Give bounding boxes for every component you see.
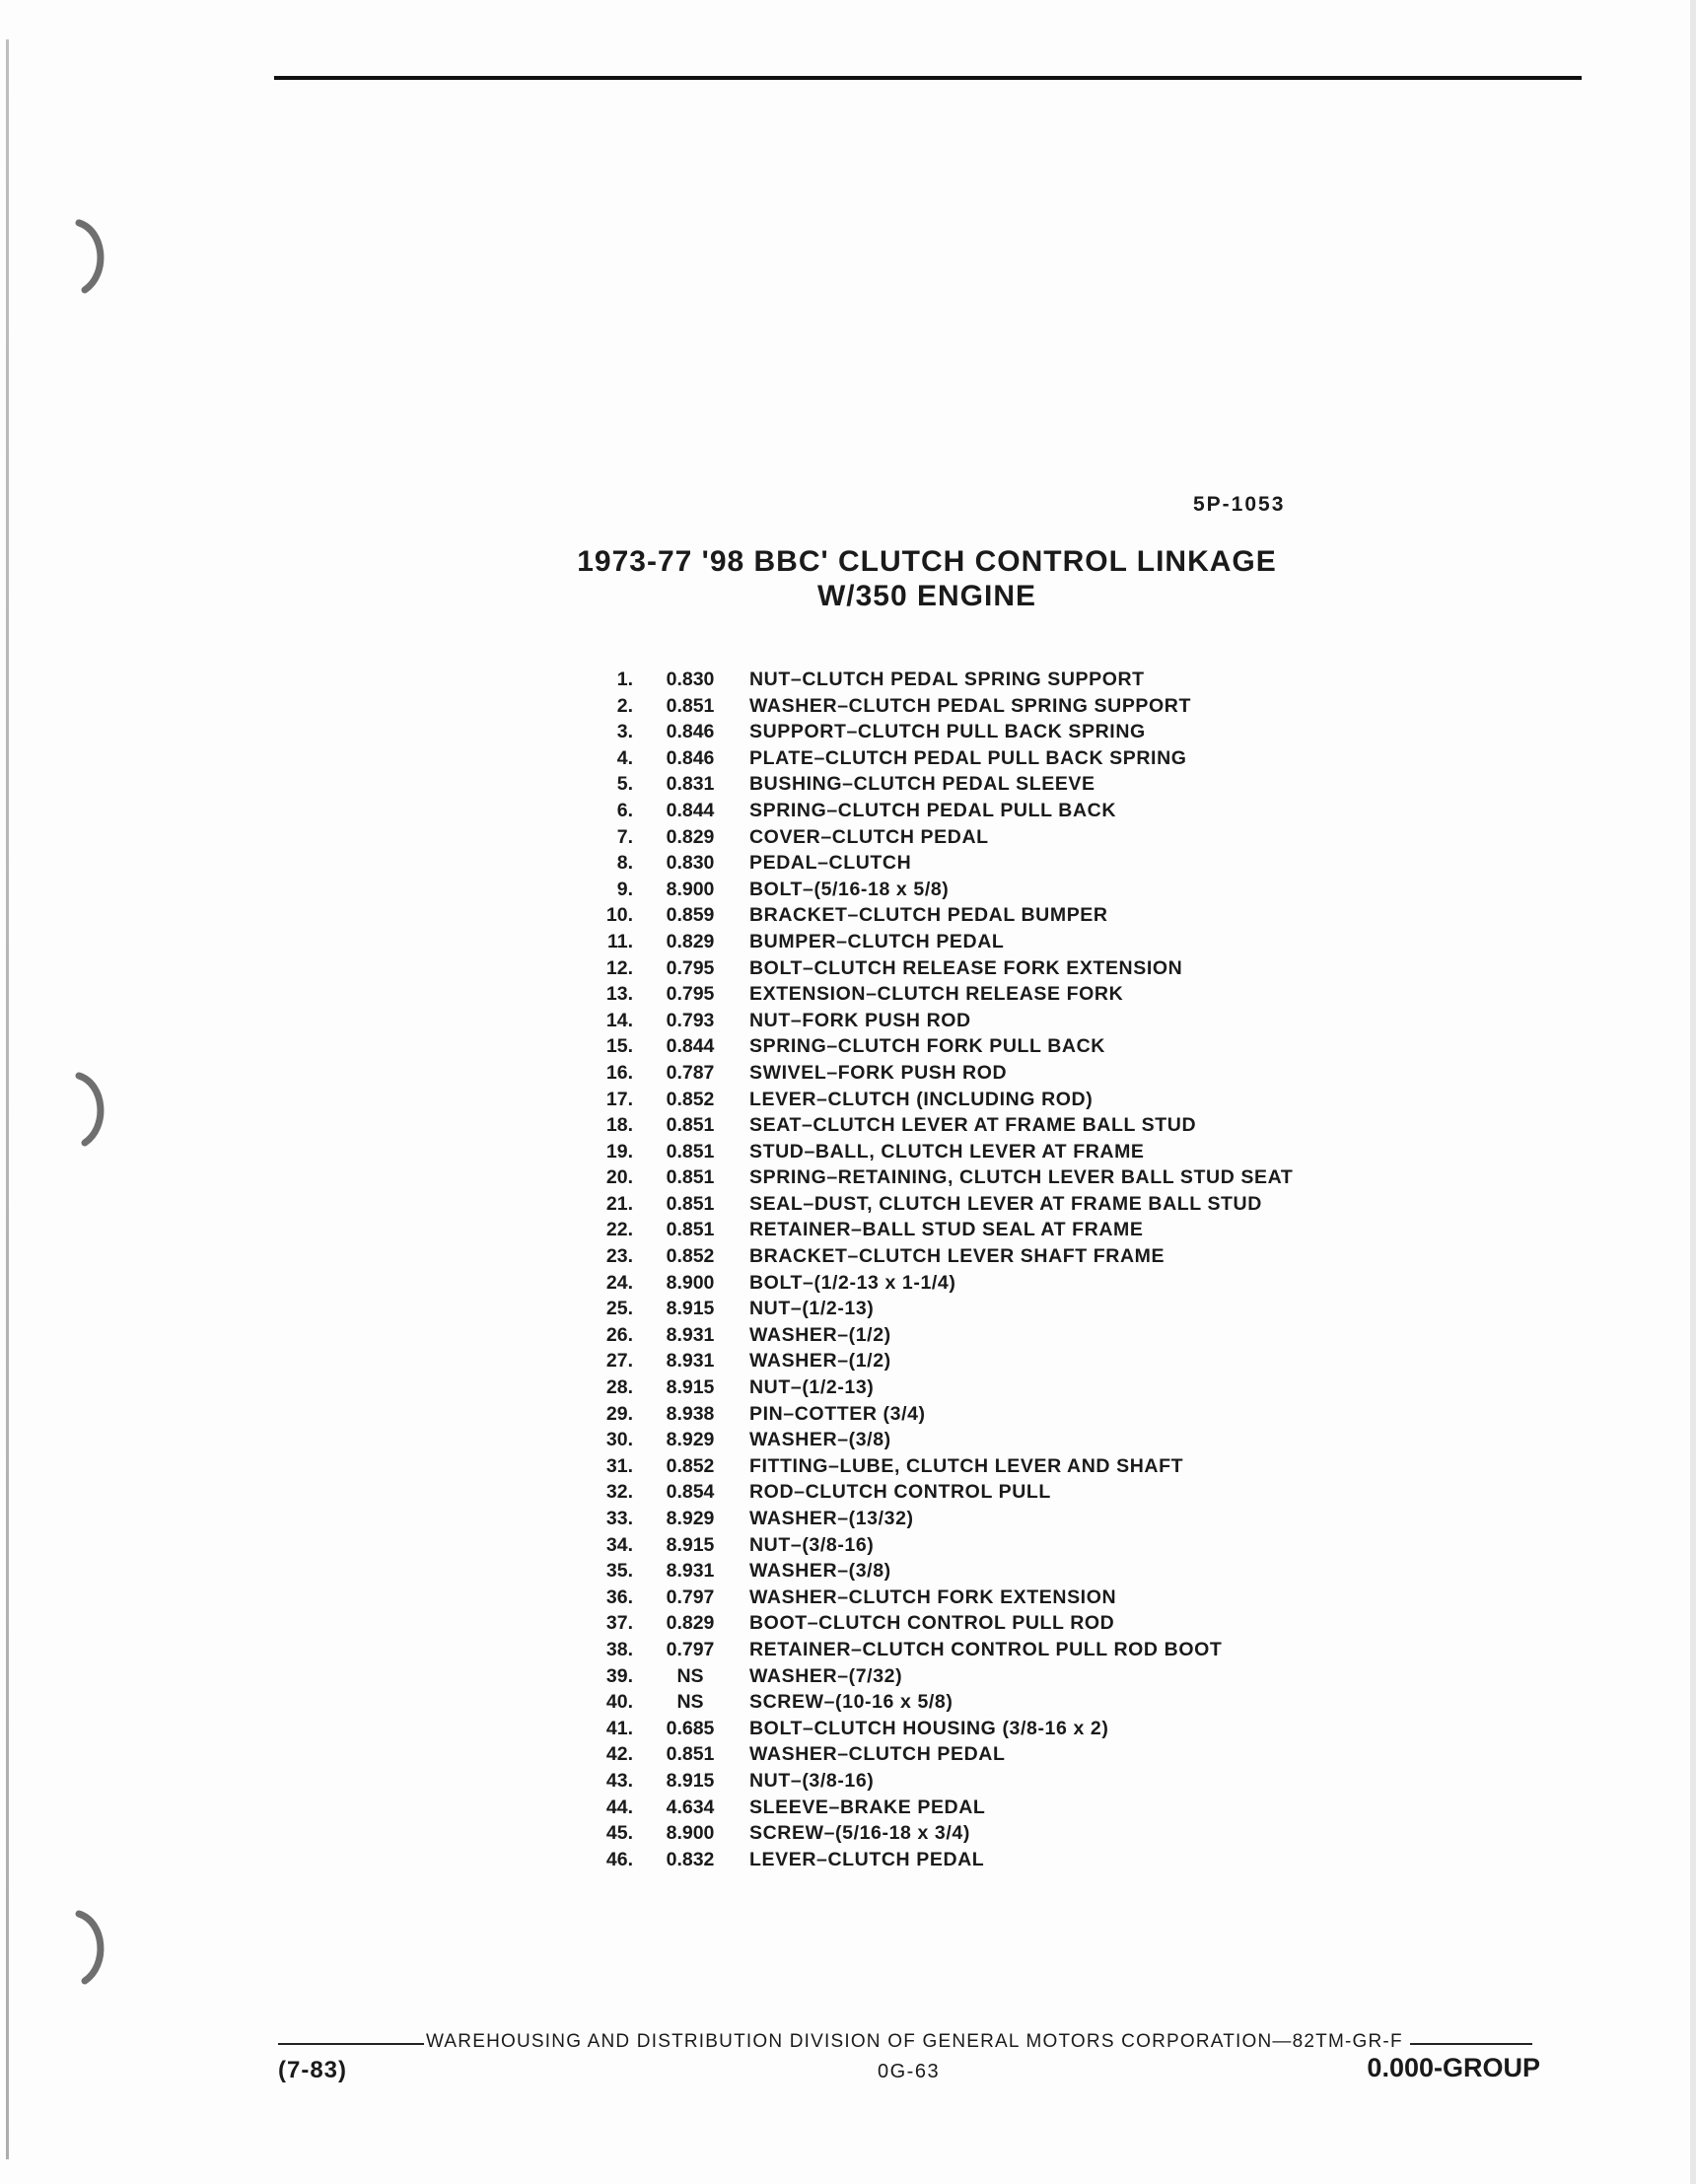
list-item (592, 824, 1341, 851)
part-number: 20. (605, 1166, 633, 1189)
footer-rule-left (278, 2043, 424, 2045)
part-description: NUT–(3/8-16) (749, 1533, 875, 1556)
list-item (592, 1453, 1341, 1480)
list-item (592, 1139, 1341, 1165)
binder-hole-icon (57, 1070, 116, 1149)
part-number: 7. (616, 825, 633, 848)
part-description: BRACKET–CLUTCH LEVER SHAFT FRAME (749, 1245, 1166, 1268)
part-description: PLATE–CLUTCH PEDAL PULL BACK SPRING (749, 746, 1187, 769)
list-item (592, 798, 1341, 824)
page-edge-right (1690, 0, 1696, 2184)
list-item (592, 771, 1341, 798)
title-line-1: 1973-77 '98 BBC' CLUTCH CONTROL LINKAGE (577, 545, 1277, 578)
part-number: 1. (616, 669, 633, 690)
part-number: 5. (616, 773, 633, 796)
part-number: 35. (605, 1560, 633, 1583)
part-number: 16. (605, 1061, 633, 1084)
list-item (592, 1243, 1341, 1270)
list-item (592, 1164, 1341, 1191)
list-item (592, 850, 1341, 877)
part-group-code: NS (676, 1691, 704, 1714)
page-title (414, 544, 1440, 613)
list-item (592, 1008, 1341, 1034)
part-description: COVER–CLUTCH PEDAL (749, 825, 989, 848)
list-item (592, 1374, 1341, 1401)
part-number: 29. (605, 1402, 633, 1425)
part-group-code: 0.830 (666, 852, 715, 875)
part-group-code: 8.915 (666, 1533, 715, 1556)
part-description: WASHER–CLUTCH PEDAL SPRING SUPPORT (749, 694, 1192, 717)
part-group-code: 0.793 (666, 1009, 715, 1031)
top-rule (274, 76, 1582, 80)
footer-page-number: 0G-63 (878, 2061, 941, 2082)
part-group-code: 8.915 (666, 1376, 715, 1399)
part-description: SWIVEL–FORK PUSH ROD (749, 1061, 1008, 1084)
part-number: 42. (605, 1743, 633, 1766)
part-group-code: 0.851 (666, 694, 715, 717)
list-item (592, 1768, 1341, 1795)
list-item (592, 1087, 1341, 1113)
part-group-code: 8.929 (666, 1508, 715, 1529)
parts-list (592, 667, 1341, 1872)
list-item (592, 693, 1341, 720)
part-group-code: 0.851 (666, 1140, 715, 1162)
part-number: 41. (605, 1717, 633, 1739)
part-description: WASHER–(1/2) (749, 1350, 891, 1373)
part-number: 46. (605, 1848, 633, 1870)
part-group-code: 8.900 (666, 1822, 715, 1845)
part-number: 40. (605, 1691, 633, 1714)
part-group-code: 8.900 (666, 878, 715, 900)
list-item (592, 1296, 1341, 1322)
part-description: SEAT–CLUTCH LEVER AT FRAME BALL STUD (749, 1114, 1197, 1137)
list-item (592, 955, 1341, 982)
list-item (592, 1506, 1341, 1532)
list-item (592, 667, 1341, 693)
part-number: 3. (616, 721, 633, 743)
part-group-code: 0.787 (666, 1061, 715, 1084)
part-number: 4. (616, 746, 633, 769)
footer-group-label: 0.000-GROUP (1367, 2053, 1540, 2082)
binder-hole-icon (57, 1908, 116, 1987)
part-description: EXTENSION–CLUTCH RELEASE FORK (749, 983, 1124, 1006)
part-number: 17. (605, 1088, 633, 1110)
part-number: 38. (605, 1638, 633, 1660)
part-description: NUT–(1/2-13) (749, 1298, 875, 1320)
part-number: 27. (605, 1350, 633, 1373)
part-group-code: 8.915 (666, 1769, 715, 1792)
list-item (592, 1689, 1341, 1716)
part-number: 12. (605, 956, 633, 979)
list-item (592, 1663, 1341, 1690)
title-line-2: W/350 ENGINE (816, 580, 1037, 612)
part-group-code: 0.846 (666, 721, 715, 743)
list-item (592, 1610, 1341, 1637)
part-number: 2. (616, 694, 633, 717)
part-number: 36. (605, 1585, 633, 1608)
binder-hole-icon (57, 217, 116, 296)
part-description: FITTING–LUBE, CLUTCH LEVER AND SHAFT (749, 1454, 1184, 1477)
part-description: WASHER–CLUTCH PEDAL (749, 1743, 1006, 1766)
list-item (592, 1637, 1341, 1663)
part-number: 23. (605, 1245, 633, 1268)
part-description: PEDAL–CLUTCH (749, 852, 912, 875)
part-group-code: 0.854 (666, 1481, 715, 1504)
part-number: 39. (605, 1664, 633, 1687)
part-number: 21. (605, 1192, 633, 1215)
part-group-code: 8.931 (666, 1323, 715, 1346)
list-item (592, 1847, 1341, 1873)
part-description: NUT–(3/8-16) (749, 1769, 875, 1792)
list-item (592, 719, 1341, 745)
part-description: BUSHING–CLUTCH PEDAL SLEEVE (749, 773, 1095, 796)
part-number: 10. (605, 904, 633, 927)
part-number: 9. (616, 878, 633, 900)
part-description: SCREW–(10-16 x 5/8) (749, 1691, 954, 1714)
part-group-code: 0.851 (666, 1192, 715, 1215)
part-description: LEVER–CLUTCH (INCLUDING ROD) (749, 1088, 1094, 1110)
part-number: 33. (605, 1508, 633, 1529)
part-description: BOOT–CLUTCH CONTROL PULL ROD (749, 1612, 1115, 1635)
part-description: SPRING–RETAINING, CLUTCH LEVER BALL STUD SEAT (749, 1166, 1294, 1189)
list-item (592, 1585, 1341, 1611)
part-description: BOLT–(1/2-13 x 1-1/4) (749, 1271, 956, 1294)
part-number: 26. (605, 1323, 633, 1346)
part-number: 6. (616, 799, 633, 821)
part-group-code: 0.831 (666, 773, 715, 796)
part-description: SCREW–(5/16-18 x 3/4) (749, 1822, 970, 1845)
list-item (592, 981, 1341, 1008)
part-number: 28. (605, 1376, 633, 1399)
part-description: SPRING–CLUTCH FORK PULL BACK (749, 1035, 1105, 1058)
part-description: WASHER–(7/32) (749, 1664, 903, 1687)
part-description: WASHER–(1/2) (749, 1323, 891, 1346)
part-group-code: 0.829 (666, 930, 715, 952)
list-item (592, 1427, 1341, 1453)
part-group-code: 4.634 (666, 1796, 715, 1818)
list-item (592, 1112, 1341, 1139)
part-number: 34. (605, 1533, 633, 1556)
part-number: 43. (605, 1769, 633, 1792)
part-number: 37. (605, 1612, 633, 1635)
list-item (592, 1322, 1341, 1349)
part-number: 24. (605, 1271, 633, 1294)
part-number: 18. (605, 1114, 633, 1137)
part-group-code: 0.846 (666, 746, 715, 769)
part-group-code: 0.795 (666, 983, 715, 1006)
part-group-code: 0.852 (666, 1245, 715, 1268)
part-description: BOLT–CLUTCH RELEASE FORK EXTENSION (749, 956, 1183, 979)
part-group-code: 8.915 (666, 1298, 715, 1320)
part-number: 44. (605, 1796, 633, 1818)
part-description: WASHER–(3/8) (749, 1560, 891, 1583)
list-item (592, 1270, 1341, 1297)
list-item (592, 1217, 1341, 1243)
list-item (592, 877, 1341, 903)
part-number: 32. (605, 1481, 633, 1504)
part-group-code: 0.851 (666, 1114, 715, 1137)
part-description: NUT–CLUTCH PEDAL SPRING SUPPORT (749, 669, 1145, 690)
part-number: 8. (616, 852, 633, 875)
part-description: WASHER–CLUTCH FORK EXTENSION (749, 1585, 1117, 1608)
part-number: 22. (605, 1219, 633, 1241)
part-description: SPRING–CLUTCH PEDAL PULL BACK (749, 799, 1117, 821)
part-group-code: 8.929 (666, 1429, 715, 1451)
part-description: RETAINER–CLUTCH CONTROL PULL ROD BOOT (749, 1638, 1223, 1660)
part-number: 31. (605, 1454, 633, 1477)
page-edge-shadow (6, 39, 9, 2159)
part-description: SLEEVE–BRAKE PEDAL (749, 1796, 986, 1818)
part-number: 45. (605, 1822, 633, 1845)
list-item (592, 1820, 1341, 1847)
list-item (592, 929, 1341, 955)
list-item (592, 1348, 1341, 1374)
part-description: NUT–(1/2-13) (749, 1376, 875, 1399)
part-number: 25. (605, 1298, 633, 1320)
part-description: ROD–CLUTCH CONTROL PULL (749, 1481, 1051, 1504)
part-description: SEAL–DUST, CLUTCH LEVER AT FRAME BALL STUD (749, 1192, 1262, 1215)
part-group-code: 0.685 (666, 1717, 715, 1739)
part-number: 19. (605, 1140, 633, 1162)
part-group-code: 8.900 (666, 1271, 715, 1294)
list-item (592, 1033, 1341, 1060)
part-description: NUT–FORK PUSH ROD (749, 1009, 971, 1031)
list-item (592, 902, 1341, 929)
part-number: 13. (605, 983, 633, 1006)
list-item (592, 1532, 1341, 1559)
part-group-code: 0.829 (666, 1612, 715, 1635)
part-description: BOLT–(5/16-18 x 5/8) (749, 878, 950, 900)
part-group-code: 0.851 (666, 1166, 715, 1189)
footer-rule-right (1410, 2043, 1532, 2045)
part-group-code: 0.844 (666, 1035, 715, 1058)
list-item (592, 1558, 1341, 1585)
part-group-code: 8.931 (666, 1350, 715, 1373)
document-code: 5P-1053 (1193, 493, 1286, 516)
list-item (592, 1716, 1341, 1742)
part-description: BRACKET–CLUTCH PEDAL BUMPER (749, 904, 1108, 927)
part-group-code: 0.852 (666, 1454, 715, 1477)
part-number: 15. (605, 1035, 633, 1058)
part-number: 11. (606, 930, 633, 952)
part-group-code: 0.851 (666, 1743, 715, 1766)
part-description: PIN–COTTER (3/4) (749, 1402, 926, 1425)
list-item (592, 1741, 1341, 1768)
part-number: 14. (605, 1009, 633, 1031)
part-description: WASHER–(13/32) (749, 1508, 914, 1529)
part-number: 30. (605, 1429, 633, 1451)
footer-revision: (7-83) (278, 2057, 348, 2083)
part-group-code: 0.832 (666, 1848, 715, 1870)
list-item (592, 1479, 1341, 1506)
part-group-code: 8.938 (666, 1402, 715, 1425)
list-item (592, 1060, 1341, 1087)
list-item (592, 1795, 1341, 1821)
part-description: BUMPER–CLUTCH PEDAL (749, 930, 1005, 952)
part-group-code: 0.852 (666, 1088, 715, 1110)
part-description: BOLT–CLUTCH HOUSING (3/8-16 x 2) (749, 1717, 1109, 1739)
part-group-code: 0.795 (666, 956, 715, 979)
part-description: LEVER–CLUTCH PEDAL (749, 1848, 985, 1870)
part-group-code: 0.797 (666, 1585, 715, 1608)
part-group-code: 0.797 (666, 1638, 715, 1660)
part-group-code: 8.931 (666, 1560, 715, 1583)
list-item (592, 1191, 1341, 1218)
part-group-code: NS (676, 1664, 704, 1687)
part-group-code: 0.851 (666, 1219, 715, 1241)
part-group-code: 0.859 (666, 904, 715, 927)
part-group-code: 0.844 (666, 799, 715, 821)
part-description: RETAINER–BALL STUD SEAL AT FRAME (749, 1219, 1144, 1241)
part-description: SUPPORT–CLUTCH PULL BACK SPRING (749, 721, 1146, 743)
part-description: WASHER–(3/8) (749, 1429, 891, 1451)
list-item (592, 1401, 1341, 1428)
part-group-code: 0.829 (666, 825, 715, 848)
list-item (592, 745, 1341, 772)
part-group-code: 0.830 (666, 669, 715, 690)
part-description: STUD–BALL, CLUTCH LEVER AT FRAME (749, 1140, 1145, 1162)
footer-publisher: WAREHOUSING AND DISTRIBUTION DIVISION OF GENERAL MOTORS CORPORATION—82TM-GR-F (426, 2031, 1403, 2052)
